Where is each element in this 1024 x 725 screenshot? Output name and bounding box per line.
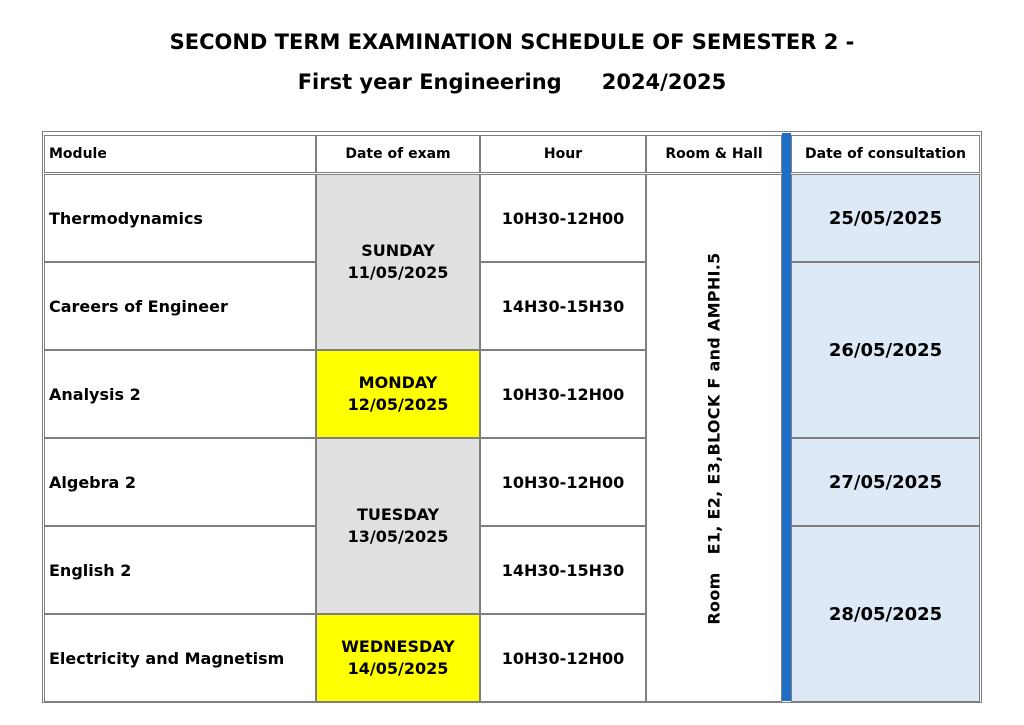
exam-date-cell <box>316 438 480 614</box>
title-subtitle: First year Engineering <box>297 70 562 94</box>
exam-date: 14/05/2025 <box>347 659 449 678</box>
hour-cell: 10H30-12H00 <box>480 614 646 702</box>
module-cell: Electricity and Magnetism <box>44 614 316 702</box>
hour-cell: 10H30-12H00 <box>480 438 646 526</box>
exam-date-cell <box>316 174 480 350</box>
module-cell: Thermodynamics <box>44 174 316 262</box>
module-cell: Analysis 2 <box>44 350 316 438</box>
hour-cell: 10H30-12H00 <box>480 350 646 438</box>
room-cell <box>646 174 782 702</box>
exam-day: SUNDAY <box>361 241 435 260</box>
title-year: 2024/2025 <box>601 70 727 94</box>
exam-date: 11/05/2025 <box>347 263 449 282</box>
exam-day: WEDNESDAY <box>341 637 455 656</box>
exam-date-cell <box>316 350 480 438</box>
column-divider-bar <box>782 133 791 701</box>
exam-date-cell <box>316 614 480 702</box>
room-text <box>705 252 724 624</box>
room-halls: E1, E2, E3,BLOCK F and AMPHI.5 <box>704 251 724 554</box>
consultation-cell: 27/05/2025 <box>791 438 980 526</box>
title-line-1: SECOND TERM EXAMINATION SCHEDULE OF SEMESTER 2 - <box>169 30 855 54</box>
title-line-2 <box>0 70 1024 94</box>
module-cell: Algebra 2 <box>44 438 316 526</box>
header-module: Module <box>44 135 316 173</box>
room-prefix: Room <box>704 571 724 625</box>
exam-date: 13/05/2025 <box>347 527 449 546</box>
consultation-cell: 28/05/2025 <box>791 526 980 702</box>
header-date-of-exam: Date of exam <box>316 135 480 173</box>
exam-day: MONDAY <box>358 373 438 392</box>
exam-date: 12/05/2025 <box>347 395 449 414</box>
hour-cell: 10H30-12H00 <box>480 174 646 262</box>
consultation-cell: 26/05/2025 <box>791 262 980 438</box>
consultation-cell: 25/05/2025 <box>791 174 980 262</box>
hour-cell: 14H30-15H30 <box>480 262 646 350</box>
hour-cell: 14H30-15H30 <box>480 526 646 614</box>
exam-day: TUESDAY <box>356 505 440 524</box>
module-cell: English 2 <box>44 526 316 614</box>
header-date-of-consultation: Date of consultation <box>791 135 980 173</box>
header-room-hall: Room & Hall <box>646 135 782 173</box>
header-hour: Hour <box>480 135 646 173</box>
module-cell: Careers of Engineer <box>44 262 316 350</box>
